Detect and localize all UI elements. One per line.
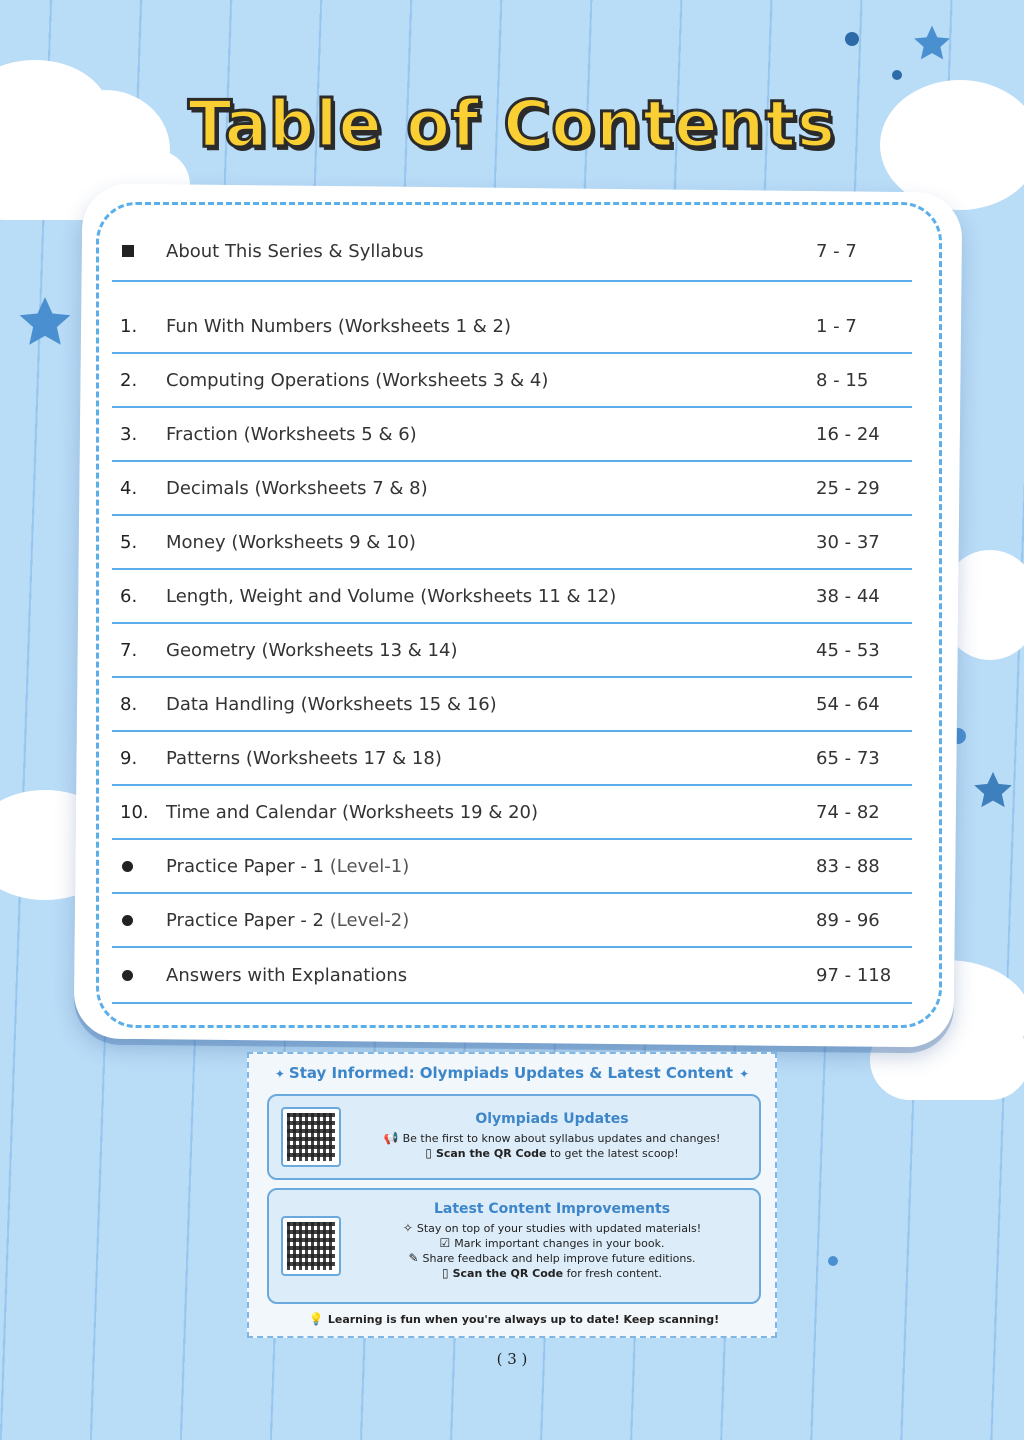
- toc-label: Geometry (Worksheets 13 & 14): [166, 639, 458, 661]
- toc-row[interactable]: [112, 786, 912, 840]
- toc-pages: 16 - 24: [816, 423, 880, 445]
- toc-row[interactable]: [112, 732, 912, 786]
- toc-row[interactable]: [112, 354, 912, 408]
- dot-bullet-icon: [112, 856, 166, 877]
- toc-sublabel: (Level-2): [329, 909, 410, 931]
- toc-row[interactable]: [112, 462, 912, 516]
- toc-label: Practice Paper - 2: [166, 909, 324, 931]
- content-improvements-box: [267, 1188, 761, 1304]
- phone-icon: ▯: [425, 1146, 432, 1160]
- toc-pages: 74 - 82: [816, 801, 880, 823]
- box-line: Be the first to know about syllabus updates and changes!: [402, 1132, 721, 1145]
- star-icon: [970, 768, 1016, 814]
- toc-pages: 89 - 96: [816, 909, 880, 931]
- pencil-icon: ✎: [408, 1251, 419, 1265]
- rocket-icon: ✦: [274, 1067, 285, 1081]
- toc-number: 9.: [120, 747, 138, 769]
- rocket-icon: ✦: [739, 1067, 750, 1081]
- updates-panel: [247, 1052, 777, 1338]
- toc-row[interactable]: [112, 678, 912, 732]
- toc-label: Fun With Numbers (Worksheets 1 & 2): [166, 315, 512, 337]
- toc-label: Length, Weight and Volume (Worksheets 11 & 12): [166, 585, 617, 607]
- toc-number: 10.: [120, 801, 149, 823]
- toc-number: 2.: [120, 369, 138, 391]
- toc-number: 6.: [120, 585, 138, 607]
- toc-row[interactable]: [112, 894, 912, 948]
- page-title: Table of Contents: [188, 88, 836, 162]
- toc-label: About This Series & Syllabus: [166, 240, 424, 262]
- toc-label: Time and Calendar (Worksheets 19 & 20): [166, 801, 539, 823]
- qr-code[interactable]: [281, 1107, 341, 1167]
- toc-number: 8.: [120, 693, 138, 715]
- toc-row[interactable]: [112, 516, 912, 570]
- toc-pages: 1 - 7: [816, 315, 857, 337]
- toc-pages: 25 - 29: [816, 477, 880, 499]
- toc-label: Practice Paper - 1: [166, 855, 324, 877]
- toc-pages: 65 - 73: [816, 747, 880, 769]
- toc-number: 4.: [120, 477, 138, 499]
- toc-pages: 45 - 53: [816, 639, 880, 661]
- toc-label: Fraction (Worksheets 5 & 6): [166, 423, 417, 445]
- megaphone-icon: 📢: [383, 1131, 399, 1145]
- toc-label: Patterns (Worksheets 17 & 18): [166, 747, 442, 769]
- dot-bullet-icon: [112, 910, 166, 931]
- toc-number: 7.: [120, 639, 138, 661]
- box-line: Mark important changes in your book.: [454, 1237, 665, 1250]
- toc-row[interactable]: [112, 624, 912, 678]
- box-heading: Latest Content Improvements: [433, 1201, 671, 1217]
- box-line: Stay on top of your studies with updated materials!: [416, 1222, 702, 1235]
- toc-sublabel: (Level-1): [329, 855, 410, 877]
- box-line-bold: Scan the QR Code: [435, 1147, 547, 1160]
- toc-pages: 83 - 88: [816, 855, 880, 877]
- toc-row[interactable]: [112, 570, 912, 624]
- qr-code[interactable]: [281, 1216, 341, 1276]
- page-number: ( 3 ): [496, 1350, 528, 1368]
- updates-panel-title: Stay Informed: Olympiads Updates & Latest Content: [288, 1064, 734, 1082]
- toc-row[interactable]: [112, 222, 912, 282]
- toc-number: 5.: [120, 531, 138, 553]
- toc-row[interactable]: [112, 300, 912, 354]
- box-line-bold: Scan the QR Code: [452, 1267, 564, 1280]
- box-line: to get the latest scoop!: [549, 1147, 679, 1160]
- toc-row[interactable]: [112, 840, 912, 894]
- olympiads-updates-box: [267, 1094, 761, 1180]
- toc-pages: 7 - 7: [816, 240, 857, 262]
- square-bullet-icon: [112, 241, 166, 262]
- toc-pages: 54 - 64: [816, 693, 880, 715]
- star-icon: [14, 292, 76, 354]
- box-line: for fresh content.: [566, 1267, 662, 1280]
- toc-row[interactable]: [112, 948, 912, 1004]
- dot-decoration: [892, 70, 902, 80]
- toc-label: Decimals (Worksheets 7 & 8): [166, 477, 428, 499]
- toc-pages: 97 - 118: [816, 964, 892, 986]
- box-line: Share feedback and help improve future editions.: [422, 1252, 696, 1265]
- checkbox-icon: ☑: [439, 1236, 451, 1250]
- star-icon: [910, 22, 954, 66]
- toc-label: Computing Operations (Worksheets 3 & 4): [166, 369, 549, 391]
- toc-pages: 8 - 15: [816, 369, 869, 391]
- toc-number: 1.: [120, 315, 138, 337]
- toc-row[interactable]: [112, 408, 912, 462]
- dot-decoration: [828, 1256, 838, 1266]
- lightbulb-icon: 💡: [308, 1312, 324, 1326]
- toc-label: Answers with Explanations: [166, 964, 408, 986]
- phone-icon: ▯: [442, 1266, 449, 1280]
- table-of-contents: [112, 222, 912, 1004]
- dot-bullet-icon: [112, 965, 166, 986]
- box-heading: Olympiads Updates: [475, 1111, 629, 1127]
- sparkle-icon: ✧: [402, 1221, 413, 1235]
- toc-pages: 30 - 37: [816, 531, 880, 553]
- updates-panel-footer: Learning is fun when you're always up to date! Keep scanning!: [327, 1313, 720, 1326]
- toc-pages: 38 - 44: [816, 585, 880, 607]
- toc-label: Data Handling (Worksheets 15 & 16): [166, 693, 497, 715]
- dot-decoration: [845, 32, 859, 46]
- toc-number: 3.: [120, 423, 138, 445]
- toc-label: Money (Worksheets 9 & 10): [166, 531, 416, 553]
